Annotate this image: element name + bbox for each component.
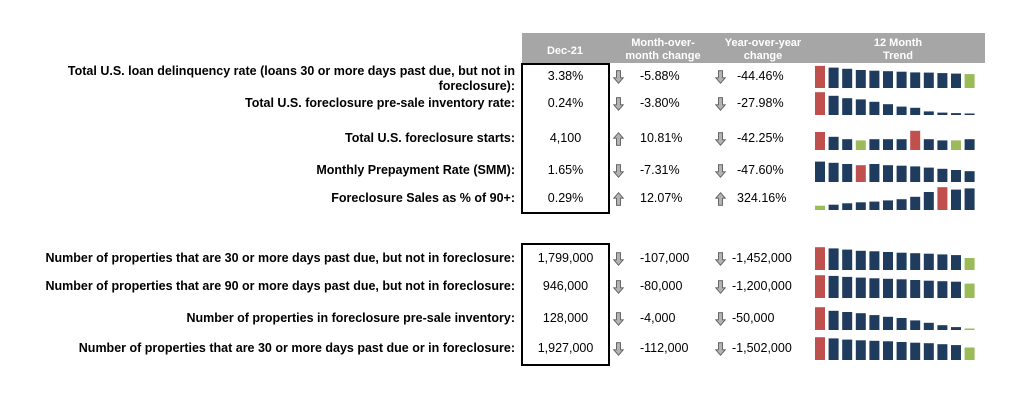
trend-bar <box>842 340 852 360</box>
trend-sparkline <box>815 184 981 212</box>
current-value: 946,000 <box>542 279 589 293</box>
trend-bar <box>856 313 866 330</box>
trend-bar <box>842 139 852 150</box>
metric-label: Number of properties that are 30 or more days past due or in foreclosure: <box>78 341 515 355</box>
trend-bar <box>937 254 947 270</box>
yoy-change: -42.25% <box>737 131 784 145</box>
trend-bar <box>924 139 934 150</box>
trend-bar <box>924 73 934 88</box>
trend-bar <box>869 139 879 150</box>
yoy-arrow-down-icon <box>715 280 726 294</box>
yoy-change: -1,452,000 <box>732 251 792 265</box>
trend-bar <box>910 166 920 182</box>
trend-bar <box>910 280 920 298</box>
trend-bar <box>869 315 879 330</box>
trend-bar <box>965 329 975 331</box>
trend-bar <box>815 92 825 115</box>
trend-bar <box>815 162 825 182</box>
trend-bar <box>815 307 825 330</box>
trend-bar <box>869 278 879 298</box>
trend-bar <box>924 192 934 210</box>
trend-bar <box>829 163 839 182</box>
trend-bar <box>869 102 879 115</box>
trend-bar <box>869 164 879 182</box>
trend-bar <box>910 320 920 330</box>
trend-bar <box>897 107 907 115</box>
trend-bar <box>842 98 852 115</box>
trend-sparkline <box>815 124 981 152</box>
trend-bar <box>869 251 879 270</box>
yoy-change: -27.98% <box>737 96 784 110</box>
trend-bar <box>829 311 839 330</box>
yoy-arrow-down-icon <box>715 97 726 111</box>
trend-bar <box>869 341 879 360</box>
yoy-arrow-down-icon <box>715 342 726 356</box>
metric-label: Number of properties that are 30 or more days past due, but not in foreclosure: <box>45 251 515 265</box>
trend-bar <box>937 325 947 330</box>
trend-bar <box>815 206 825 210</box>
header-mom-line2: month change <box>625 50 701 62</box>
mom-arrow-down-icon <box>613 70 624 84</box>
trend-bar <box>856 165 866 182</box>
trend-bar <box>815 132 825 150</box>
yoy-change: 324.16% <box>737 191 787 205</box>
trend-bar <box>965 171 975 182</box>
yoy-change: -50,000 <box>732 311 775 325</box>
trend-bar <box>897 72 907 88</box>
trend-bar <box>829 68 839 88</box>
trend-bar <box>856 202 866 210</box>
trend-bar <box>815 66 825 88</box>
yoy-change: -47.60% <box>737 163 784 177</box>
mom-change: -4,000 <box>640 311 676 325</box>
trend-bar <box>856 278 866 298</box>
mom-arrow-up-icon <box>613 192 624 206</box>
trend-bar <box>924 323 934 330</box>
mom-change: 12.07% <box>640 191 683 205</box>
trend-sparkline <box>815 334 981 362</box>
trend-bar <box>937 187 947 210</box>
current-value: 4,100 <box>549 131 582 145</box>
trend-bar <box>869 202 879 210</box>
trend-bar <box>829 248 839 270</box>
trend-bar <box>910 343 920 360</box>
metric-label: Number of properties that are 90 or more days past due, but not in foreclosure: <box>45 279 515 293</box>
mom-arrow-up-icon <box>613 132 624 146</box>
trend-bar <box>951 140 961 150</box>
trend-bar <box>883 317 893 330</box>
mom-change: 10.81% <box>640 131 683 145</box>
trend-bar <box>924 343 934 360</box>
mom-change: -3.80% <box>640 96 680 110</box>
metric-label: Total U.S. foreclosure pre-sale inventory rate: <box>245 96 515 110</box>
trend-bar <box>910 131 920 150</box>
yoy-arrow-down-icon <box>715 70 726 84</box>
trend-bar <box>897 253 907 270</box>
trend-bar <box>842 203 852 210</box>
yoy-arrow-down-icon <box>715 252 726 266</box>
mom-change: -107,000 <box>640 251 690 265</box>
trend-bar <box>937 73 947 88</box>
current-value: 1,799,000 <box>537 251 594 265</box>
trend-bar <box>910 108 920 115</box>
mom-arrow-down-icon <box>613 280 624 294</box>
trend-bar <box>951 255 961 270</box>
trend-bar <box>829 137 839 150</box>
trend-bar <box>856 251 866 270</box>
trend-bar <box>897 342 907 360</box>
trend-bar <box>937 169 947 182</box>
header-mom <box>613 37 713 63</box>
current-value: 1,927,000 <box>537 341 594 355</box>
header-current: Dec-21 <box>546 45 584 57</box>
trend-bar <box>829 338 839 360</box>
trend-bar <box>951 74 961 88</box>
trend-bar <box>883 200 893 210</box>
trend-bar <box>815 275 825 298</box>
yoy-arrow-down-icon <box>715 312 726 326</box>
mom-arrow-down-icon <box>613 312 624 326</box>
mom-arrow-down-icon <box>613 97 624 111</box>
trend-bar <box>829 276 839 298</box>
trend-bar <box>937 140 947 150</box>
trend-bar <box>897 199 907 210</box>
mom-change: -80,000 <box>640 279 683 293</box>
trend-bar <box>856 99 866 115</box>
mom-change: -112,000 <box>640 341 689 355</box>
trend-sparkline <box>815 272 981 300</box>
trend-bar <box>897 139 907 150</box>
metric-label: Total U.S. loan delinquency rate (loans 30 or more days past due, but not in foreclosure): <box>67 64 515 93</box>
metric-label: Total U.S. foreclosure starts: <box>345 131 515 145</box>
trend-bar <box>910 72 920 88</box>
trend-bar <box>883 165 893 182</box>
trend-bar <box>910 197 920 210</box>
header-trend-line1: 12 Month <box>873 37 923 49</box>
trend-sparkline <box>815 304 981 332</box>
trend-bar <box>842 312 852 330</box>
current-value: 128,000 <box>542 311 589 325</box>
mom-arrow-down-icon <box>613 164 624 178</box>
trend-bar <box>965 139 975 150</box>
metric-label: Foreclosure Sales as % of 90+: <box>331 191 515 205</box>
trend-sparkline <box>815 244 981 272</box>
trend-bar <box>856 340 866 360</box>
trend-bar <box>965 114 975 116</box>
trend-sparkline <box>815 89 981 117</box>
trend-bar <box>937 113 947 115</box>
trend-bar <box>842 250 852 270</box>
trend-bar <box>924 281 934 298</box>
trend-bar <box>829 205 839 210</box>
trend-bar <box>924 254 934 270</box>
trend-bar <box>815 247 825 270</box>
yoy-change: -1,200,000 <box>732 279 792 293</box>
trend-bar <box>856 70 866 88</box>
metric-label: Monthly Prepayment Rate (SMM): <box>316 163 515 177</box>
trend-bar <box>951 170 961 182</box>
current-value: 0.29% <box>547 191 584 205</box>
trend-bar <box>883 279 893 298</box>
trend-bar <box>897 318 907 330</box>
header-trend <box>815 37 981 63</box>
trend-bar <box>856 140 866 150</box>
yoy-change: -44.46% <box>737 69 784 83</box>
trend-bar <box>965 284 975 298</box>
trend-bar <box>883 139 893 150</box>
trend-bar <box>937 344 947 360</box>
header-yoy-line2: change <box>743 50 783 62</box>
current-value: 0.24% <box>547 96 584 110</box>
trend-bar <box>842 164 852 182</box>
yoy-arrow-down-icon <box>715 164 726 178</box>
metric-label: Number of properties in foreclosure pre-sale inventory: <box>186 311 515 325</box>
trend-bar <box>965 188 975 210</box>
header-mom-line1: Month-over- <box>631 37 695 49</box>
trend-bar <box>842 277 852 298</box>
mom-change: -5.88% <box>640 69 680 83</box>
trend-bar <box>883 71 893 88</box>
trend-bar <box>965 348 975 361</box>
trend-bar <box>869 71 879 88</box>
yoy-arrow-down-icon <box>715 132 726 146</box>
trend-bar <box>965 258 975 270</box>
mom-arrow-down-icon <box>613 342 624 356</box>
trend-bar <box>829 96 839 115</box>
header-yoy <box>713 37 813 63</box>
trend-bar <box>883 252 893 270</box>
trend-bar <box>937 281 947 298</box>
trend-bar <box>965 74 975 88</box>
trend-bar <box>924 168 934 182</box>
mom-change: -7.31% <box>640 163 680 177</box>
trend-bar <box>815 337 825 360</box>
current-value: 1.65% <box>547 163 584 177</box>
trend-sparkline <box>815 62 981 90</box>
trend-sparkline <box>815 156 981 184</box>
mom-arrow-down-icon <box>613 252 624 266</box>
trend-bar <box>951 113 961 115</box>
trend-bar <box>910 253 920 270</box>
trend-bar <box>883 104 893 115</box>
yoy-arrow-up-icon <box>715 192 726 206</box>
trend-bar <box>883 341 893 360</box>
trend-bar <box>842 69 852 88</box>
header-yoy-line1: Year-over-year <box>724 37 802 49</box>
trend-bar <box>951 327 961 330</box>
trend-bar <box>924 111 934 115</box>
header-trend-line2: Trend <box>883 50 913 62</box>
trend-bar <box>951 190 961 210</box>
trend-bar <box>951 282 961 298</box>
trend-bar <box>897 279 907 298</box>
yoy-change: -1,502,000 <box>732 341 792 355</box>
trend-bar <box>951 345 961 360</box>
current-value: 3.38% <box>547 69 584 83</box>
trend-bar <box>897 166 907 182</box>
